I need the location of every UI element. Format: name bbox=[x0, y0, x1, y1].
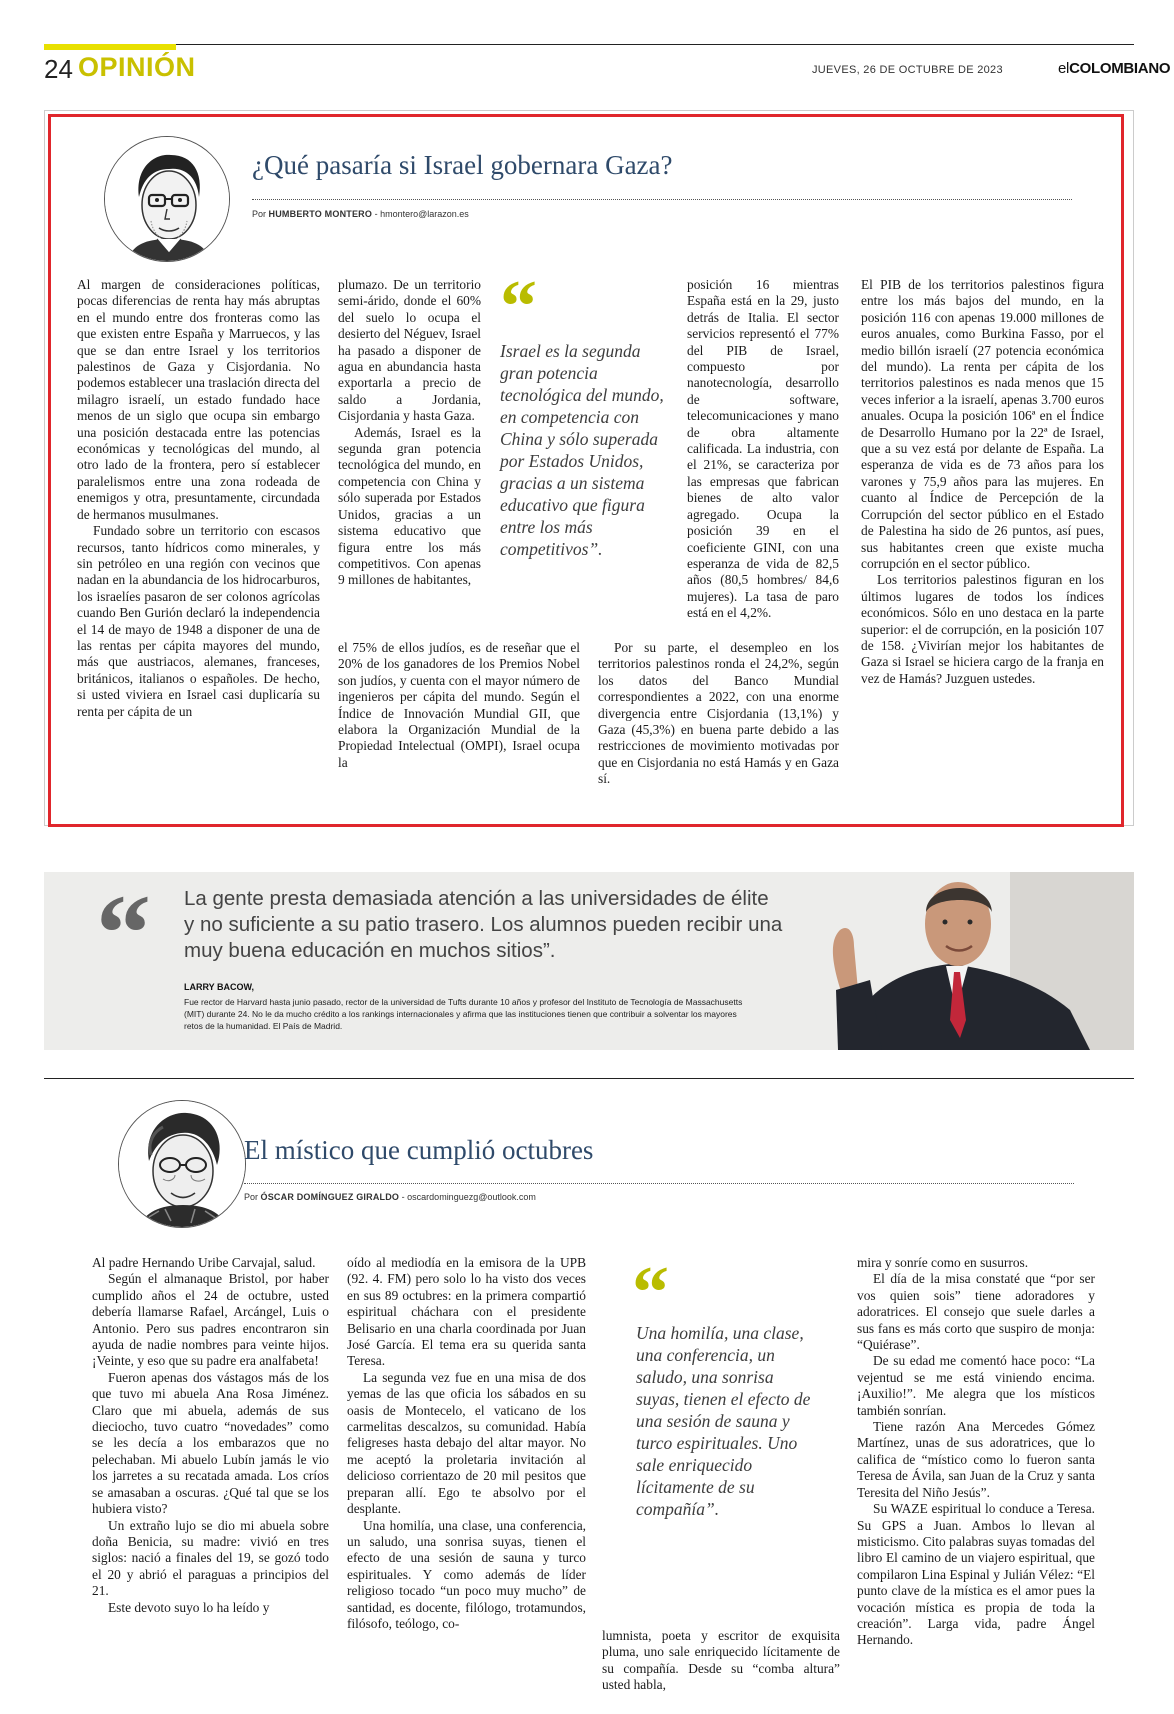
title-rule bbox=[244, 1183, 1074, 1184]
article1-wide-text bbox=[338, 640, 580, 771]
article2-pull-quote: Una homilía, una clase, una conferencia, un saludo, una sonrisa suyas, tienen el efecto de una sesión de sauna y turco espirituales. Uno sale enriquecido lícitamente de su compañía”. bbox=[636, 1323, 811, 1519]
article2-byline bbox=[244, 1192, 536, 1202]
masthead bbox=[44, 44, 1171, 84]
paragraph: mira y sonríe como en susurros. bbox=[857, 1255, 1029, 1270]
paragraph: Por su parte, el desempleo en los territorios palestinos ronda el 24,2%, según los datos del Banco Mundial correspondientes a 2022, con una enorme divergencia entre Cisjordania (13,1%) y Gaza (45,3%) en buena parte debido a las restricciones de movimiento motivadas por que en Cisjordania no está Hamás y en Gaza sí. bbox=[598, 640, 839, 787]
paragraph: Fueron apenas dos vástagos más de los que tuvo mi abuela Ana Rosa Jiménez. Claro que mi abuela, además de sus dieciocho, tuvo cuatro “novedades” como se les decía a los embarazos que no pelechaban. Mi abuelo Lubín jamás le vio los jarretes a su recatada amada. Los críos se amasaban a oscuras. ¿Qué tal que se los hubiera visto? bbox=[92, 1369, 329, 1517]
paragraph: El día de la misa constaté que “por ser vos quien sois” tiene adoradores y adoratrices. El consejo que suele darles a sus fans es más corto que suspiro de monja: “Quiérase”. bbox=[857, 1271, 1095, 1353]
section-accent-bar bbox=[44, 44, 176, 50]
quote-mark-icon: “ bbox=[96, 872, 151, 994]
quote-mark-icon: “ bbox=[500, 266, 537, 348]
article1-column-3 bbox=[687, 277, 839, 622]
section-separator bbox=[44, 1078, 1134, 1079]
paragraph: El PIB de los territorios palestinos figura entre los más bajos del mundo, en la posición 116 con apenas 19.000 millones de euros anuales, como Burkina Fasso, por el medio billón israelí (27 potencia económica del mundo). La renta per cápita de los territorios palestinos es nada menos que 15 veces inferior a la israelí, apenas 3.700 euros anuales. Ocupa la posición 106ª en el Índice de Desarrollo Humano por la 22ª de Israel, que a su vez está por delante de España. La esperanza de vida es de 73 años para los varones y 75,9 años para las mujeres. En cuanto al Índice de Percepción de la Corrupción del sector público en el Estado de Palestina ha sido de 26 puntos, así pues, sus habitantes creen que existe mucha corrupción en el sector público. bbox=[861, 277, 1104, 571]
article1-byline bbox=[252, 209, 469, 219]
paragraph: Este devoto suyo lo ha leído y bbox=[108, 1599, 270, 1615]
title-rule bbox=[252, 199, 1072, 200]
paragraph: Una homilía, una clase, una conferencia, un saludo, una sonrisa suyas, tienen el efecto de una sesión de sauna y turco espirituales. Y como además de líder religioso tocado “un poco muy mucho” de santidad, es docente, filólogo, trotamundos, filósofo, teólogo, co- bbox=[347, 1517, 586, 1631]
band-quote-description: Fue rector de Harvard hasta junio pasado, rector de la universidad de Tufts durante 10 años y profesor del Instituto de Tecnología de Massachusetts (MIT) durante 24. No le da mucho crédito a los rankings internacionales y afirma que las instituciones tienen que contribuir a solventar los mayores retos de la humanidad. El País de Madrid. bbox=[184, 997, 743, 1031]
author-name: ÓSCAR DOMÍNGUEZ GIRALDO bbox=[260, 1192, 400, 1202]
article1-column-2 bbox=[338, 277, 481, 638]
band-quote-author: LARRY BACOW, bbox=[184, 982, 255, 992]
author-portrait bbox=[118, 1100, 246, 1228]
article2-column-1 bbox=[92, 1255, 329, 1616]
paragraph: Según el almanaque Bristol, por haber cumplido años el 24 de octubre, usted debería llamarse Rafael, Arcángel, Luis o Antonio. Pero sus padres encontraron sin ayuda de nadie nombres para veinte hijos. ¡Veinte, y eso que su padre era analfabeta! bbox=[92, 1271, 329, 1369]
paragraph: De su edad me comentó hace poco: “La vejentud se me está viniendo encima. ¡Auxilio!”. Me alegra que los místicos también sonrían. bbox=[857, 1353, 1095, 1418]
author-email: hmontero@larazon.es bbox=[380, 209, 469, 219]
paragraph: Al padre Hernando Uribe Carvajal, salud. bbox=[92, 1255, 316, 1270]
page-number: 24 bbox=[44, 54, 73, 84]
paragraph: oído al mediodía en la emisora de la UPB (92. 4. FM) pero solo lo ha visto dos veces en sus 89 octubres: en la primera compartió espiritual cháchara con el presidente Belisario en una charla coordinada por Juan José García. El tema era su querida santa Teresa. bbox=[347, 1255, 586, 1369]
by-prefix: Por bbox=[244, 1192, 259, 1202]
article1-pull-quote: Israel es la segunda gran potencia tecnológica del mundo, en competencia con China y sólo superada por Estados Unidos, gracias a un sistema educativo que figura entre los más competitivos”. bbox=[500, 341, 664, 559]
author-name: HUMBERTO MONTERO bbox=[268, 209, 373, 219]
author-portrait bbox=[104, 136, 230, 262]
newspaper-logo bbox=[1058, 60, 1170, 77]
speaker-photo-icon bbox=[800, 860, 1134, 1050]
article1-wide-text-2 bbox=[598, 640, 839, 788]
issue-date: JUEVES, 26 DE OCTUBRE DE 2023 bbox=[812, 64, 1003, 76]
speaker-photo bbox=[800, 860, 1134, 1050]
top-rule bbox=[44, 44, 1134, 45]
paragraph: plumazo. De un territorio semi-árido, donde el 60% del suelo lo ocupa el desierto del Néguev, Israel ha pasado a disponer de agua en abundancia hasta exportarla a precio de saldo a Jordania, Cisjordania y hasta Gaza. bbox=[338, 277, 481, 424]
article1-title: ¿Qué pasaría si Israel gobernara Gaza? bbox=[252, 150, 673, 180]
paragraph: Además, Israel es la segunda gran potencia tecnológica del mundo, en competencia con China y sólo superada por Estados Unidos, gracias a un sistema educativo que figura entre los más competitivos. Con apenas 9 millones de habitantes, bbox=[338, 424, 481, 588]
byline-sep: - bbox=[374, 209, 378, 219]
paragraph: posición 16 mientras España está en la 29, justo detrás de Italia. El sector servicios representó el 77% del PIB de Israel, compuesto por nanotecnología, desarrollo de software, telecomunicaciones y mano de obra altamente calificada. La industria, con el 21%, se caracteriza por las empresas que fabrican bienes de alto valor agregado. Ocupa la posición 39 en el coeficiente GINI, con una esperanza de vida de 82,5 años (80,5 hombres/ 84,6 mujeres). La tasa de paro está en el 4,2%. bbox=[687, 277, 839, 621]
paragraph: lumnista, poeta y escritor de exquisita pluma, uno sale enriquecido lícitamente de su compañía. Desde su “comba altura” usted habla, bbox=[602, 1628, 840, 1693]
paragraph: La segunda vez fue en una misa de dos yemas de las que oficia los sábados en su oasis de Montecelo, el vaticano de los carmelitas descalzos, su comunidad. Había feligreses hasta debajo del altar mayor. No me aceptó la proletaria invitación al delicioso corrientazo de 20 mil pesitos que preparan allí. Ego te absolvo por el desplante. bbox=[347, 1369, 586, 1517]
article2-column-4 bbox=[857, 1255, 1095, 1649]
author-sketch-icon bbox=[105, 137, 230, 262]
logo-prefix: el bbox=[1058, 60, 1070, 77]
paragraph: Al margen de consideraciones políticas, pocas diferencias de renta hay más abruptas en el mundo entre dos fronteras como las que existen entre España y Marruecos, y las que se dan entre Israel y los territorios palestinos de Gaza y Cisjordania. No podemos establecer una traslación directa del milagro israelí, un estado fundado hace menos de un siglo que ocupa sin embargo una posición destacada entre las potencias económicas y tecnológicas del mundo, al otro lado de la frontera, pero sí establecer paralelismos entre una zona rodeada de enemigos y otra, presuntamente, circundada de hermanos musulmanes. bbox=[77, 277, 320, 522]
author-sketch-icon bbox=[119, 1101, 246, 1228]
paragraph: Fundado sobre un territorio con escasos recursos, tanto hídricos como minerales, y sin petróleo en una región con vecinos que nadan en la abundancia de los hidrocarburos, los israelíes pasaron de ser colonos agrícolas cuando Ben Gurión declaró la independencia el 14 de mayo de 1948 a disponer de una de las rentas per cápita mayores del mundo, más que austriacos, alemanes, franceses, británicos, italianos o españoles. De hecho, si usted viviera en Israel casi duplicaría su renta per cápita de un bbox=[77, 523, 320, 719]
quote-mark-icon: “ bbox=[632, 1252, 669, 1334]
article1-column-1 bbox=[77, 277, 320, 720]
section-title: OPINIÓN bbox=[78, 52, 196, 82]
paragraph: Los territorios palestinos figuran en los últimos lugares de todos los índices económicos. Sólo en uno destaca en la parte superior: el de corrupción, en la posición 107 de 158. ¿Vivirían mejor los habitantes de Gaza si Israel se hiciera cargo de la franja en vez de Hamás? Juzguen ustedes. bbox=[861, 572, 1104, 686]
paragraph: Su WAZE espiritual lo conduce a Teresa. Su GPS a Juan. Ambos lo llevan al misticismo. Cito palabras suyas tomadas del libro El camino de un viajero espiritual, que compilaron Lina Espinal y Julián Vélez: “El punto clave de la mística es el amor pues la vocación mística es propia de toda la creación”. Larga vida, padre Ángel Hernando. bbox=[857, 1501, 1095, 1648]
paragraph: Tiene razón Ana Mercedes Gómez Martínez, unas de sus adoratrices, que lo califica de “místico como lo fueron santa Teresa de Ávila, san Juan de la Cruz y santa Teresita del Niño Jesús”. bbox=[857, 1419, 1095, 1500]
by-prefix: Por bbox=[252, 209, 267, 219]
article2-column-3 bbox=[602, 1628, 840, 1694]
logo-name: COLOMBIANO bbox=[1069, 60, 1171, 77]
byline-sep: - bbox=[401, 1192, 405, 1202]
article2-column-2 bbox=[347, 1255, 586, 1632]
paragraph: el 75% de ellos judíos, es de reseñar que el 20% de los ganadores de los Premios Nobel son judíos, y cuenta con el mayor número de ingenieros per cápita del mundo. Según el Índice de Innovación Mundial GII, que elabora la Organización Mundial de la Propiedad Intelectual (OMPI), Israel ocupa la bbox=[338, 640, 580, 770]
article2-title: El místico que cumplió octubres bbox=[244, 1135, 594, 1165]
paragraph: Un extraño lujo se dio mi abuela sobre doña Benicia, su madre: vivió en tres siglos: nació a finales del 19, se gozó todo el 20 y abrió el paraguas a principios del 21. bbox=[92, 1517, 329, 1599]
article1-column-4 bbox=[861, 277, 1104, 687]
author-email: oscardominguezg@outlook.com bbox=[407, 1192, 536, 1202]
band-quote-text: La gente presta demasiada atención a las universidades de élite y no suficiente a su patio trasero. Los alumnos pueden recibir una muy buena educación en muchos sitios”. bbox=[184, 887, 783, 962]
